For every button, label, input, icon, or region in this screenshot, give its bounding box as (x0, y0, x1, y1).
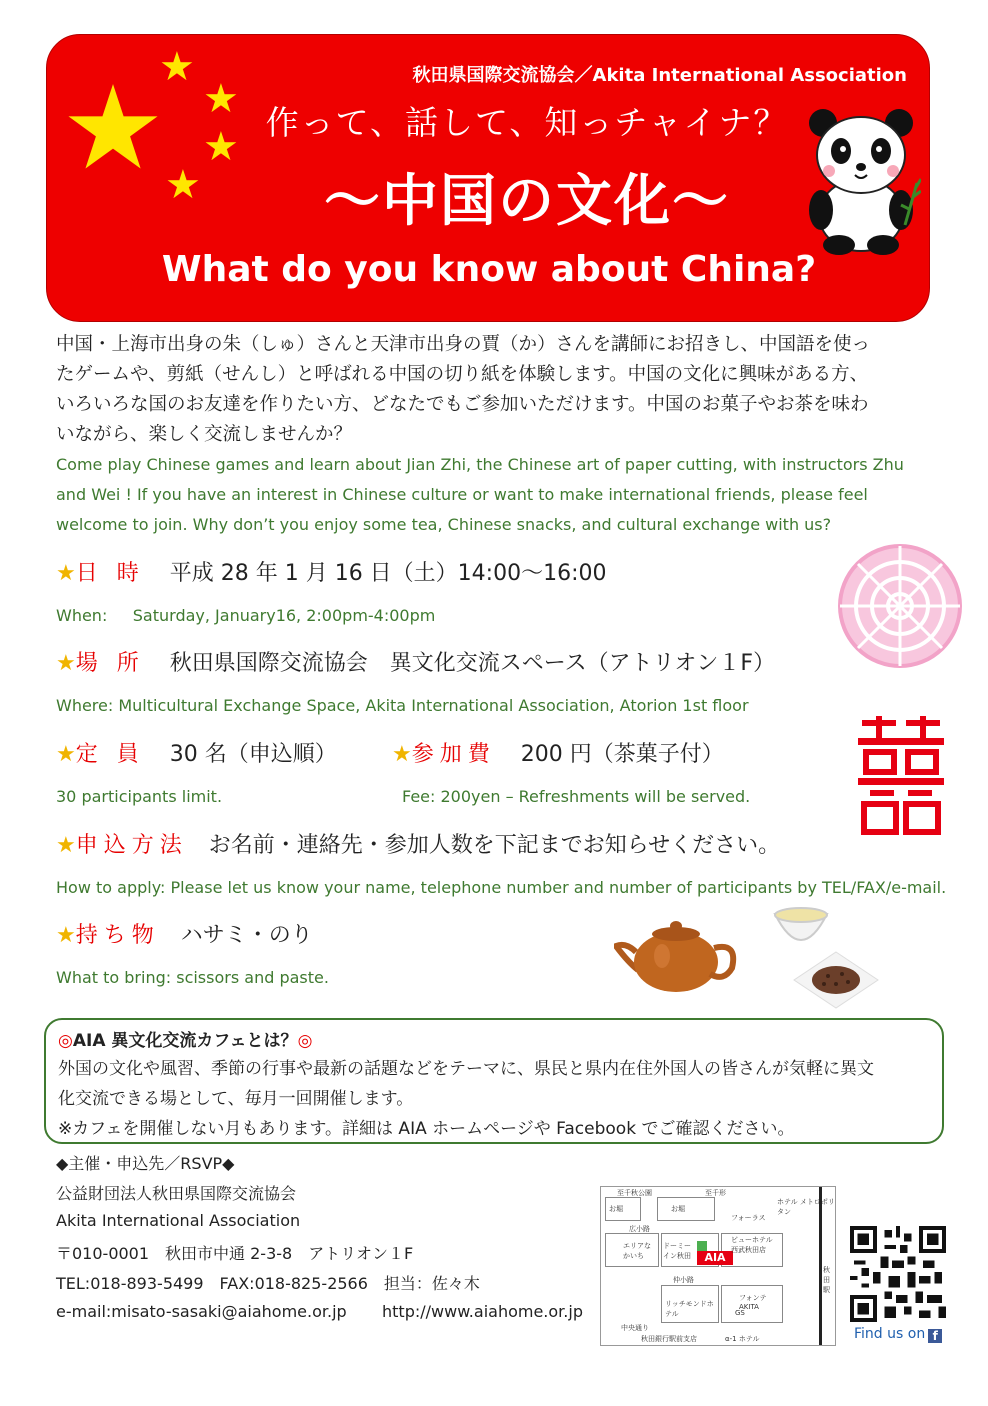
organizer-english: Akita International Association (56, 1211, 301, 1230)
facebook-icon: f (928, 1329, 942, 1343)
phone-fax: TEL:018-893-5499 FAX:018-825-2566 担当：佐々木 (56, 1274, 480, 1293)
map-aia-marker: AIA (697, 1251, 733, 1265)
intro-en-line: and Wei ! If you have an interest in Chinese culture or want to make international friends, please feel (56, 485, 868, 504)
access-map: AIA 至千秋公園 至千形 お堀 お堀 ホテル メトロポリタン フォーラス 広小路 エリアなかいち ドーミーイン秋田 ビューホテル 西武秋田店 仲小路 秋田駅 フォンテ AKITA リッチモンドホテル GS 中央通り 秋田銀行駅前支店 α-1 ホテル (600, 1186, 836, 1346)
header-banner (46, 34, 930, 322)
bring-label: 持ち物 (75, 923, 160, 948)
star-icon: ★ (56, 742, 76, 767)
star-icon: ★ (56, 651, 76, 676)
english-title: What do you know about China? (161, 249, 817, 290)
place-row (56, 646, 775, 677)
facebook-link[interactable]: Find us on f (854, 1326, 942, 1343)
date-value: 平成 28 年 1 月 16 日（土）14:00～16:00 (169, 561, 607, 586)
intro-en-line: welcome to join. Why don’t you enjoy some tea, Chinese snacks, and cultural exchange with us? (56, 515, 832, 534)
capacity-value: 30 名（申込順） (169, 742, 337, 767)
star-icon: ★ (56, 561, 76, 586)
fee-value: 200 円（茶菓子付） (520, 742, 724, 767)
intro-jp-line: いろいろな国のお友達を作りたい方、どなたでもご参加いただけます。中国のお菓子やお茶を味わ (56, 394, 869, 415)
capacity-label: 定 員 (75, 742, 145, 767)
bring-english: What to bring: scissors and paste. (56, 968, 329, 987)
date-label: 日 時 (75, 561, 145, 586)
fee-row (392, 737, 724, 768)
place-english: Where: Multicultural Exchange Space, Akita International Association, Atorion 1st floor (56, 696, 749, 715)
teapot (614, 912, 742, 996)
email-link[interactable]: e-mail:misato-sasaki@aiahome.or.jp (56, 1302, 347, 1321)
paper-cut-flower (834, 540, 966, 672)
qr-code[interactable] (850, 1226, 946, 1322)
bullseye-icon: ◎ (297, 1031, 313, 1051)
cafe-info-box (44, 1018, 944, 1144)
tea-cup (772, 906, 830, 956)
organizer-japanese: 公益財団法人秋田県国際交流協会 (56, 1184, 297, 1203)
apply-english: How to apply: Please let us know your name, telephone number and number of participants by TEL/FAX/e-mail. (56, 878, 947, 897)
rsvp-heading: ◆主催・申込先／RSVP◆ (56, 1154, 235, 1173)
catch-phrase: 作って、話して、知っチャイナ？ (265, 103, 789, 142)
intro-en-line: Come play Chinese games and learn about Jian Zhi, the Chinese art of paper cutting, with instructors Zhu (56, 455, 904, 474)
capacity-english: 30 participants limit. (56, 787, 223, 806)
apply-label: 申込方法 (75, 833, 188, 858)
cafe-line: ※カフェを開催しない月もあります。詳細は AIA ホームページや Facebook でご確認ください。 (58, 1119, 795, 1139)
small-star-icon: ★ (203, 76, 239, 122)
place-value: 秋田県国際交流協会 異文化交流スペース（アトリオン１F） (169, 651, 776, 676)
star-icon: ★ (392, 742, 412, 767)
double-happiness-symbol (856, 716, 946, 836)
cafe-description (58, 1054, 874, 1144)
small-star-icon: ★ (203, 124, 239, 170)
apply-value: お名前・連絡先・参加人数を下記までお知らせください。 (208, 833, 781, 858)
website-link[interactable]: http://www.aiahome.or.jp (382, 1302, 583, 1321)
small-star-icon: ★ (159, 44, 195, 90)
capacity-row (56, 737, 337, 768)
bullseye-icon: ◎ (58, 1031, 73, 1051)
intro-jp-line: いながら、楽しく交流しませんか？ (56, 424, 353, 445)
organizer-line: 秋田県国際交流協会／Akita International Association (412, 65, 907, 86)
tea-leaves (792, 950, 880, 1010)
date-english: When: Saturday, January16, 2:00pm-4:00pm (56, 606, 436, 625)
postal-address: 〒010-0001 秋田市中通 2-3-8 アトリオン１F (56, 1244, 414, 1263)
apply-row (56, 828, 780, 859)
large-star-icon: ★ (61, 61, 165, 196)
cafe-line: 外国の文化や風習、季節の行事や最新の話題などをテーマに、県民と県内在住外国人の皆さんが気軽に異文 (58, 1059, 874, 1079)
small-star-icon: ★ (165, 162, 201, 208)
intro-jp-line: 中国・上海市出身の朱（しゅ）さんと天津市出身の賈（か）さんを講師にお招きし、中国語を使っ (56, 334, 871, 355)
cafe-title: ◎AIA 異文化交流カフェとは？◎ (58, 1031, 313, 1051)
date-row (56, 556, 606, 587)
intro-english (56, 450, 944, 540)
cafe-line: 化交流できる場として、毎月一回開催します。 (58, 1089, 414, 1109)
intro-japanese (56, 330, 944, 450)
page-title: ～中国の文化～ (324, 169, 730, 234)
star-icon: ★ (56, 833, 76, 858)
bring-value: ハサミ・のり (180, 923, 313, 948)
place-label: 場 所 (75, 651, 145, 676)
fee-english: Fee: 200yen – Refreshments will be served. (402, 787, 751, 806)
intro-jp-line: たゲームや、剪紙（せんし）と呼ばれる中国の切り紙を体験します。中国の文化に興味がある方、 (56, 364, 869, 385)
panda-illustration (801, 105, 921, 255)
star-icon: ★ (56, 923, 76, 948)
fee-label: 参加費 (411, 742, 496, 767)
bring-row (56, 918, 313, 949)
